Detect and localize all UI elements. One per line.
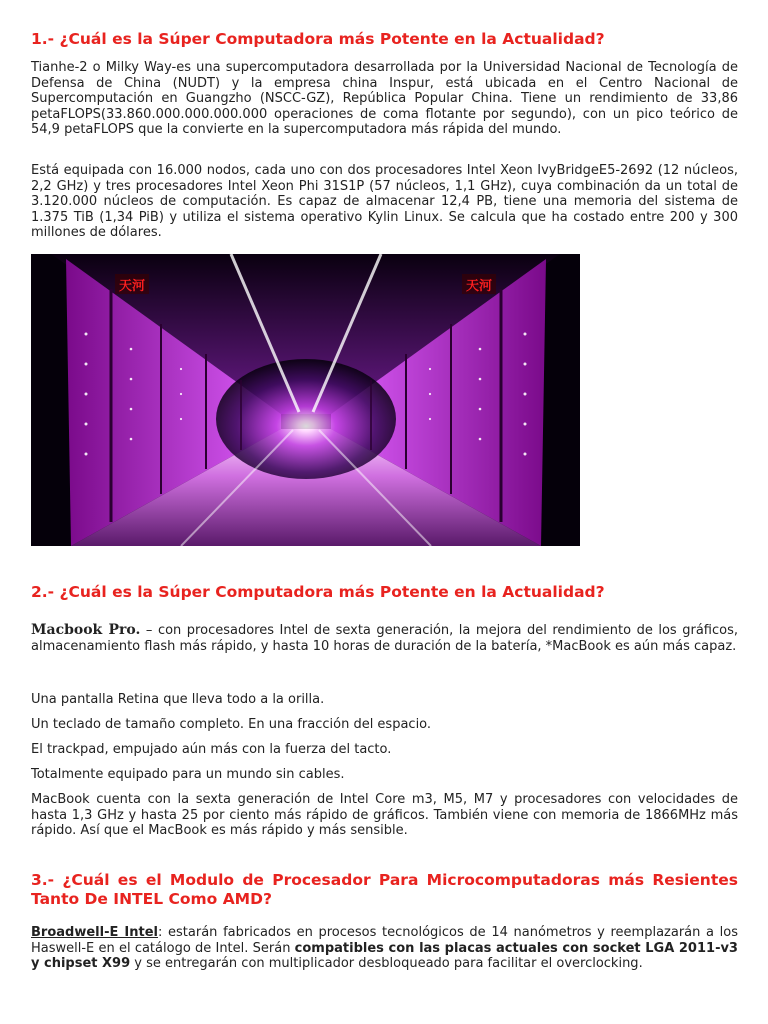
section3-heading: 3.- ¿Cuál es el Modulo de Procesador Para Microcomputadoras más Resientes Tanto De INTEL Como AMD? (31, 871, 738, 908)
feature-item: El trackpad, empujado aún más con la fuerza del tacto. (31, 742, 392, 757)
section2-heading: 2.- ¿Cuál es la Súper Computadora más Potente en la Actualidad? (31, 583, 605, 601)
feature-item: Totalmente equipado para un mundo sin cables. (31, 767, 345, 782)
section1-paragraph-1: Tianhe-2 o Milky Way-es una supercomputadora desarrollada por la Universidad Nacional de Tecnología de Defensa de China (NUDT) y la empresa china Inspur, está ubicada en el Centro Nacional de Supercomputación en Guangzho (NSCC-GZ), República Popular China. Tiene un rendimiento de 33,86 petaFLOPS(33.860.000.000.000.000 operaciones de coma flotante por segundo), con un pico teórico de 54,9 petaFLOPS que la convierte en la supercomputadora más rápida del mundo. (31, 60, 738, 137)
feature-item: Una pantalla Retina que lleva todo a la orilla. (31, 692, 325, 707)
macbook-brand: Macbook Pro. (31, 622, 141, 638)
section2-intro (31, 623, 738, 654)
section3-bold-text: compatibles con las placas actuales con socket LGA 2011-v3 y chipset X99 (31, 940, 738, 971)
section3-text-b: y se entregarán con multiplicador desbloqueado para facilitar el overclocking. (130, 956, 643, 971)
section3-paragraph (31, 925, 738, 972)
section3-text-a: : estarán fabricados en procesos tecnológicos de 14 nanómetros y reemplazarán a los Haswell-E en el catálogo de Intel. Serán (31, 925, 738, 956)
right-sign-text: 天河 (465, 279, 493, 294)
section1-paragraph-2: Está equipada con 16.000 nodos, cada uno con dos procesadores Intel Xeon IvyBridgeE5-2692 (12 núcleos, 2,2 GHz) y tres procesadores Intel Xeon Phi 31S1P (57 núcleos, 1,1 GHz), cuya combinación da un total de 3.120.000 núcleos de computación. Es capaz de almacenar 12,4 PB, tiene una memoria del sistema de 1.375 TiB (1,34 PiB) y utiliza el sistema operativo Kylin Linux. Se calcula que ha costado entre 200 y 300 millones de dólares. (31, 163, 738, 240)
section2-intro-text: – con procesadores Intel de sexta generación, la mejora del rendimiento de los gráficos, almacenamiento flash más rápido, y hasta 10 horas de duración de la batería, *MacBook es aún más capaz. (31, 623, 738, 654)
supercomputer-photo (31, 254, 580, 546)
section1-heading: 1.- ¿Cuál es la Súper Computadora más Potente en la Actualidad? (31, 30, 605, 48)
left-sign-text: 天河 (118, 279, 146, 294)
broadwell-brand: Broadwell-E Intel (31, 925, 158, 940)
section2-closing: MacBook cuenta con la sexta generación de Intel Core m3, M5, M7 y procesadores con velocidades de hasta 1,3 GHz y hasta 25 por ciento más rápido de gráficos. También viene con memoria de 1866MHz más rápido. Así que el MacBook es más rápido y más sensible. (31, 792, 738, 838)
feature-item: Un teclado de tamaño completo. En una fracción del espacio. (31, 717, 432, 732)
